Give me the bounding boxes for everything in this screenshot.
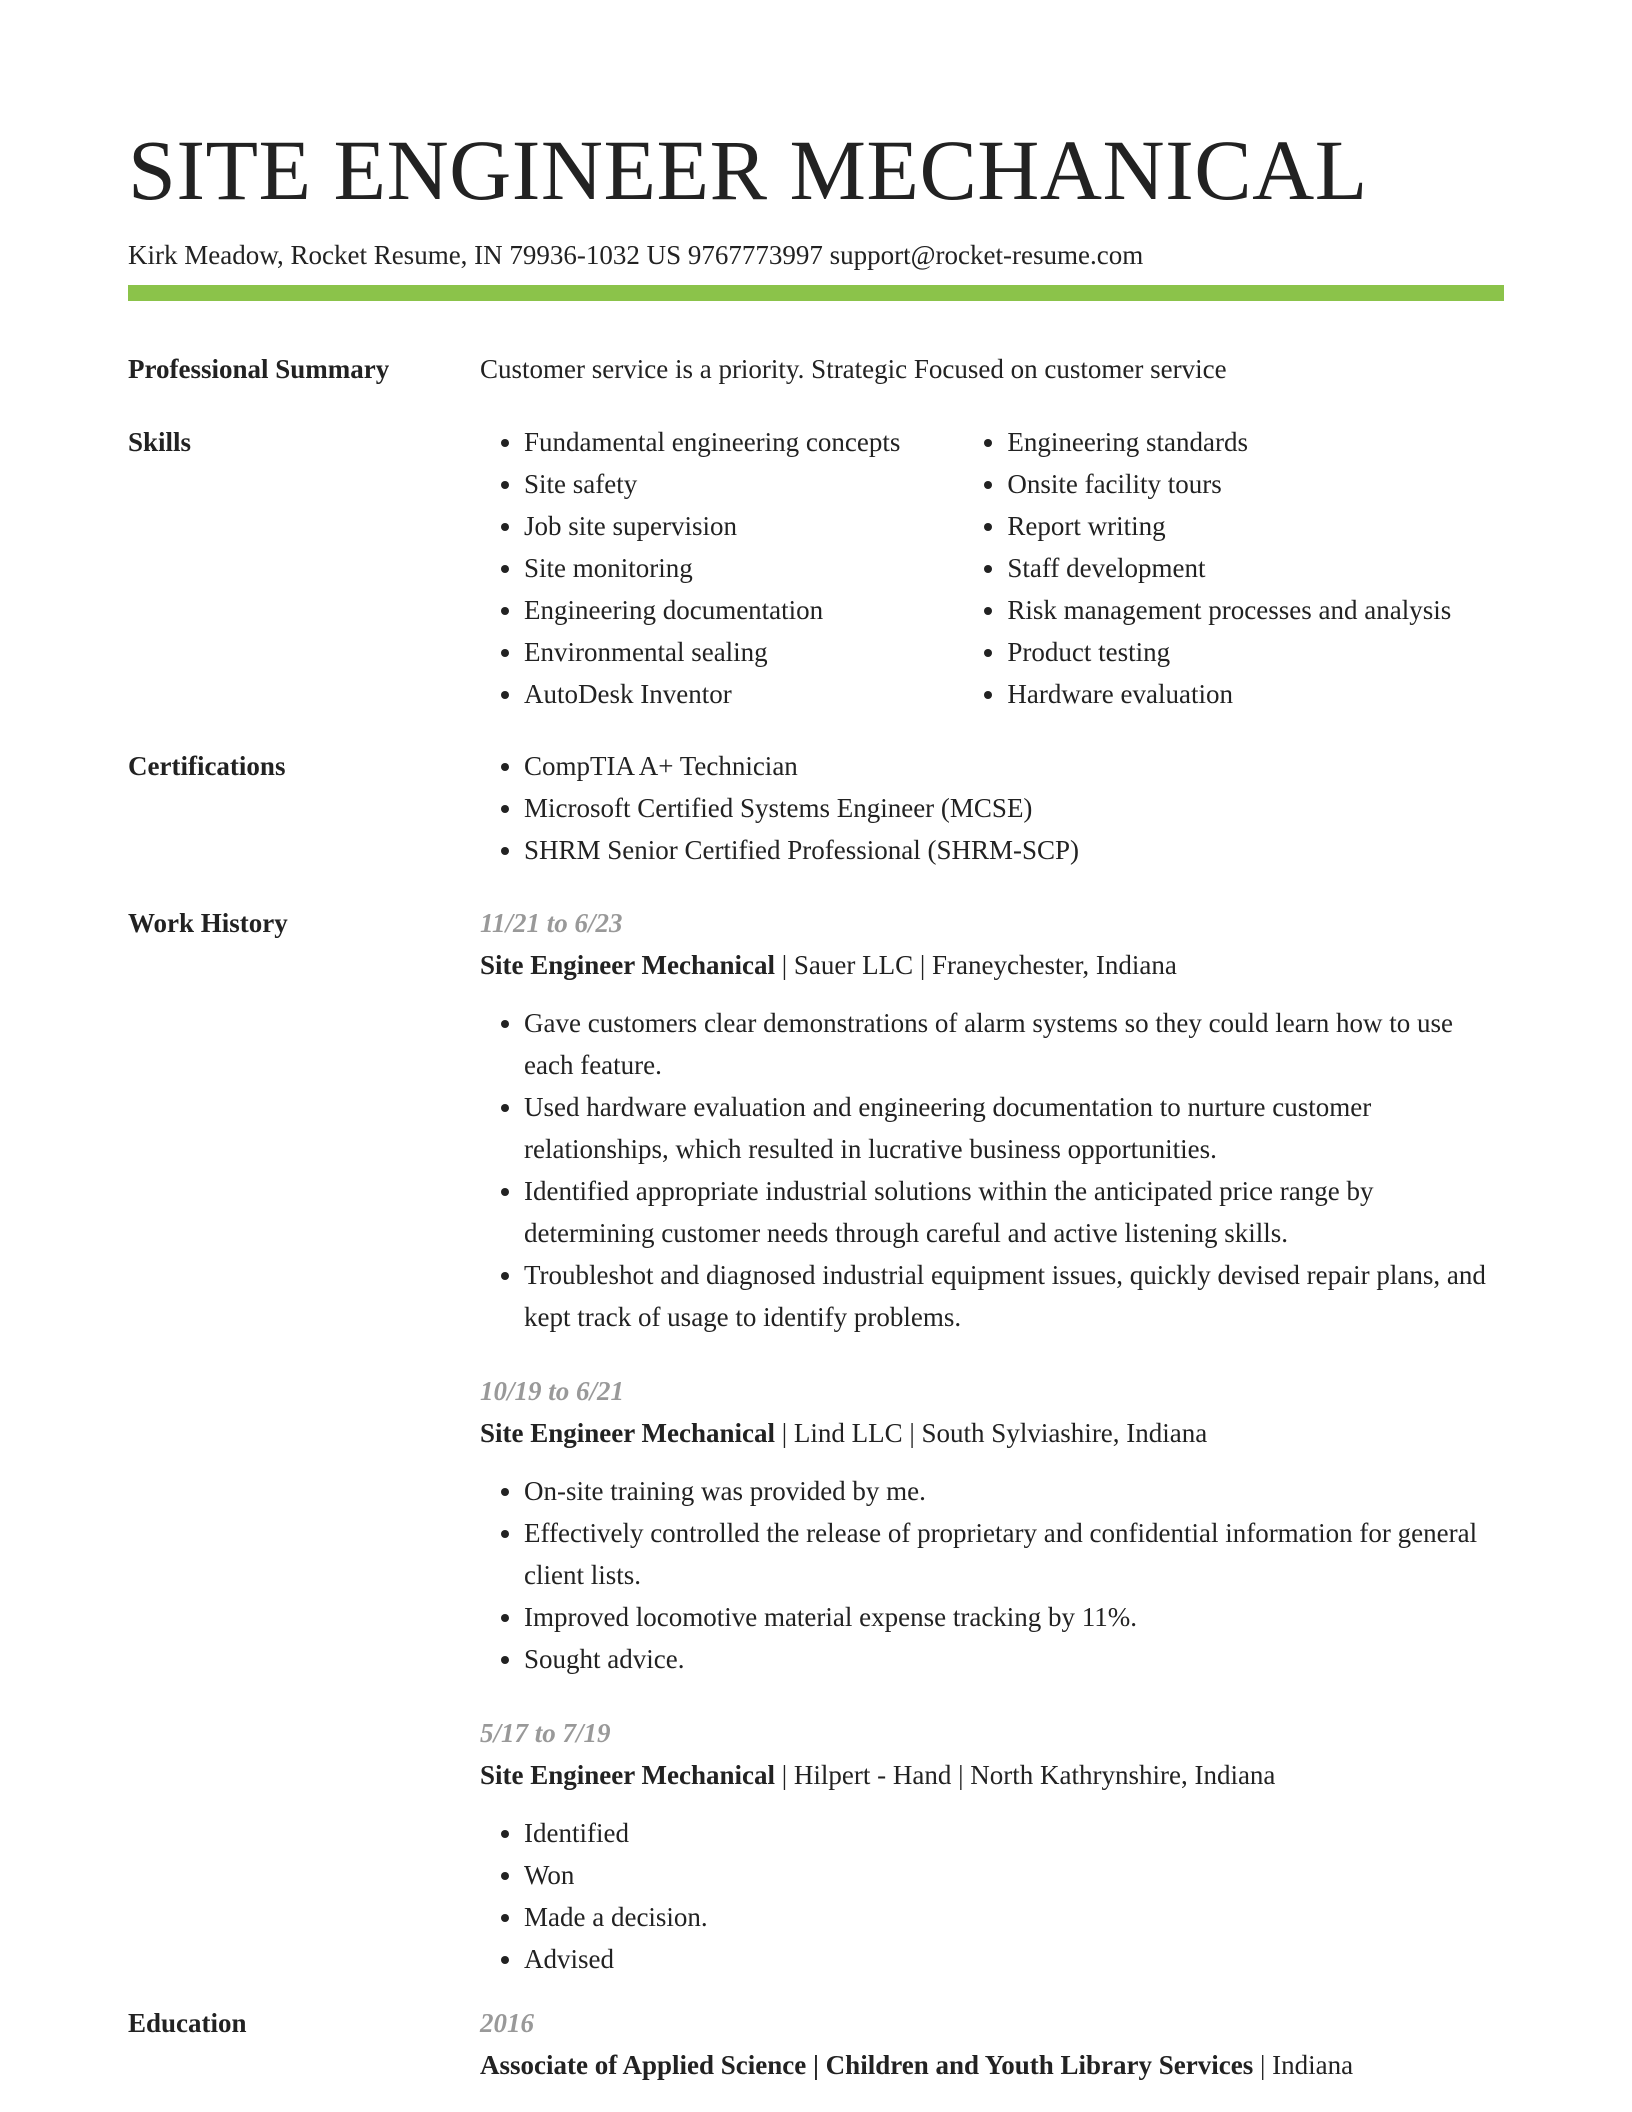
education-degree: Associate of Applied Science | Children and Youth Library Services bbox=[480, 2050, 1254, 2080]
job-bullet: • Troubleshot and diagnosed industrial equipment issues, quickly devised repair plans, and kept track of usage to identify problems. bbox=[524, 1254, 1504, 1338]
job-bullet: • Identified bbox=[524, 1812, 1504, 1854]
job-employer-location: | Hilpert - Hand | North Kathrynshire, Indiana bbox=[774, 1760, 1276, 1790]
job-bullet: • On-site training was provided by me. bbox=[524, 1470, 1504, 1512]
education-location: | Indiana bbox=[1253, 2050, 1354, 2080]
job-title-line bbox=[480, 1412, 1504, 1454]
candidate-name: SITE ENGINEER MECHANICAL bbox=[128, 122, 1368, 218]
job-entry bbox=[480, 902, 1504, 1338]
skills-list-right bbox=[963, 421, 1504, 715]
job-entry bbox=[480, 1712, 1504, 1980]
skills-list-left bbox=[480, 421, 963, 715]
education-heading: Education bbox=[128, 2008, 247, 2038]
job-bullets bbox=[480, 1470, 1504, 1680]
job-bullet: • Advised bbox=[524, 1938, 1504, 1980]
job-bullets bbox=[480, 1812, 1504, 1980]
skill-item: • Fundamental engineering concepts bbox=[524, 421, 963, 463]
job-dates: 10/19 to 6/21 bbox=[480, 1376, 625, 1406]
resume-header bbox=[128, 120, 1504, 272]
job-bullet: • Gave customers clear demonstrations of alarm systems so they could learn how to use each feature. bbox=[524, 1002, 1504, 1086]
job-employer-location: | Sauer LLC | Franeychester, Indiana bbox=[774, 950, 1177, 980]
job-bullet: • Identified appropriate industrial solutions within the anticipated price range by determining customer needs through careful and active listening skills. bbox=[524, 1170, 1504, 1254]
job-title-line bbox=[480, 1754, 1504, 1796]
skill-item: • Product testing bbox=[1007, 631, 1504, 673]
certifications-body bbox=[480, 745, 1504, 871]
skill-item: • Engineering documentation bbox=[524, 589, 963, 631]
header-divider bbox=[128, 285, 1504, 301]
education-degree-line bbox=[480, 2044, 1504, 2086]
skill-item: • Onsite facility tours bbox=[1007, 463, 1504, 505]
skills-heading: Skills bbox=[128, 427, 192, 457]
skill-item: • Staff development bbox=[1007, 547, 1504, 589]
certification-item: • Microsoft Certified Systems Engineer (MCSE) bbox=[524, 787, 1504, 829]
certifications-list bbox=[480, 745, 1504, 871]
job-bullets bbox=[480, 1002, 1504, 1338]
skill-item: • Site monitoring bbox=[524, 547, 963, 589]
education-dates: 2016 bbox=[480, 2008, 534, 2038]
job-bullet: • Sought advice. bbox=[524, 1638, 1504, 1680]
job-bullet: • Used hardware evaluation and engineering documentation to nurture customer relationships, which resulted in lucrative business opportunities. bbox=[524, 1086, 1504, 1170]
skill-item: • Site safety bbox=[524, 463, 963, 505]
certification-item: • SHRM Senior Certified Professional (SHRM-SCP) bbox=[524, 829, 1504, 871]
skill-item: • Hardware evaluation bbox=[1007, 673, 1504, 715]
summary-text: Customer service is a priority. Strategic Focused on customer service bbox=[480, 354, 1227, 384]
job-title: Site Engineer Mechanical bbox=[480, 1760, 775, 1790]
skill-item: • Report writing bbox=[1007, 505, 1504, 547]
skill-item: • AutoDesk Inventor bbox=[524, 673, 963, 715]
job-dates: 11/21 to 6/23 bbox=[480, 908, 623, 938]
job-title: Site Engineer Mechanical bbox=[480, 1418, 775, 1448]
contact-line: Kirk Meadow, Rocket Resume, IN 79936-1032 US 9767773997 support@rocket-resume.com bbox=[128, 240, 1144, 270]
job-entry bbox=[480, 1370, 1504, 1680]
job-employer-location: | Lind LLC | South Sylviashire, Indiana bbox=[774, 1418, 1208, 1448]
job-title: Site Engineer Mechanical bbox=[480, 950, 775, 980]
certification-item: • CompTIA A+ Technician bbox=[524, 745, 1504, 787]
skill-item: • Engineering standards bbox=[1007, 421, 1504, 463]
job-dates: 5/17 to 7/19 bbox=[480, 1718, 611, 1748]
skills-body bbox=[480, 421, 1504, 715]
job-title-line bbox=[480, 944, 1504, 986]
job-bullet: • Won bbox=[524, 1854, 1504, 1896]
certifications-heading: Certifications bbox=[128, 751, 286, 781]
work-history-heading: Work History bbox=[128, 908, 288, 938]
skill-item: • Environmental sealing bbox=[524, 631, 963, 673]
job-bullet: • Improved locomotive material expense tracking by 11%. bbox=[524, 1596, 1504, 1638]
skill-item: • Job site supervision bbox=[524, 505, 963, 547]
job-bullet: • Made a decision. bbox=[524, 1896, 1504, 1938]
education-body bbox=[480, 2002, 1504, 2086]
work-history-body bbox=[480, 902, 1504, 2012]
skill-item: • Risk management processes and analysis bbox=[1007, 589, 1504, 631]
summary-heading: Professional Summary bbox=[128, 354, 390, 384]
job-bullet: • Effectively controlled the release of proprietary and confidential information for general client lists. bbox=[524, 1512, 1504, 1596]
